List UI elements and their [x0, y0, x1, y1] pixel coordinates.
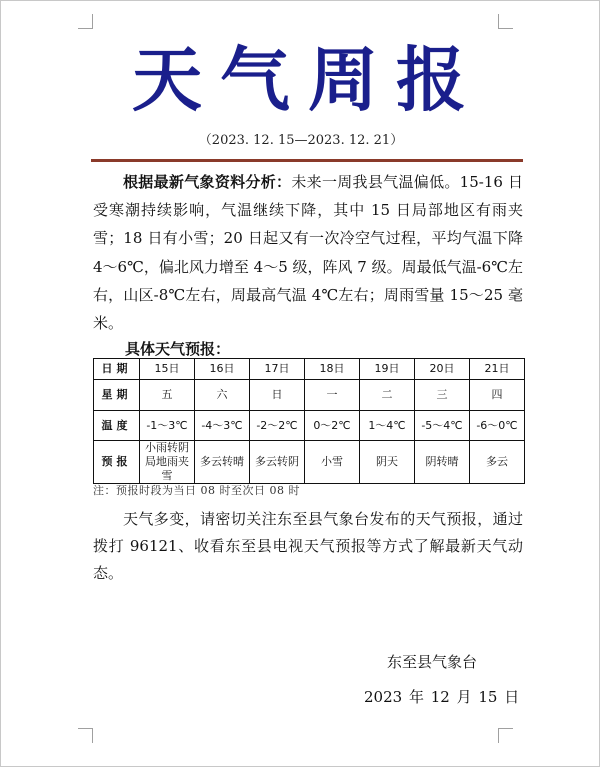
- table-row-weekday: [94, 380, 525, 411]
- date-cell: 17日: [250, 359, 305, 380]
- temperature-cell: -1～3℃: [140, 411, 195, 441]
- crop-mark-top-right: [498, 14, 513, 29]
- crop-mark-bottom-left: [78, 728, 93, 743]
- date-cell: 18日: [305, 359, 360, 380]
- forecast-table: [93, 358, 525, 484]
- forecast-cell: 多云: [470, 441, 525, 484]
- forecast-cell: 多云转阴: [250, 441, 305, 484]
- crop-mark-top-left: [78, 14, 93, 29]
- weekday-cell: 五: [140, 380, 195, 411]
- forecast-heading: 具体天气预报：: [125, 340, 231, 358]
- forecast-cell: [140, 441, 195, 484]
- date-cell: 21日: [470, 359, 525, 380]
- footnote: 注：预报时段为当日 08 时至次日 08 时: [93, 484, 300, 497]
- crop-mark-bottom-right: [498, 728, 513, 743]
- weekday-cell: 四: [470, 380, 525, 411]
- row-label-temperature: 温度: [94, 411, 140, 441]
- weekday-cell: 六: [195, 380, 250, 411]
- date-cell: 19日: [360, 359, 415, 380]
- temperature-cell: -6～0℃: [470, 411, 525, 441]
- closing-paragraph: 天气多变，请密切关注东至县气象台发布的天气预报，通过拨打 96121、收看东至县电视天气预报等方式了解最新天气动态。: [93, 510, 523, 582]
- forecast-cell: 阴天: [360, 441, 415, 484]
- forecast-cell: 阴转晴: [415, 441, 470, 484]
- table-row-date: [94, 359, 525, 380]
- weekday-cell: 日: [250, 380, 305, 411]
- analysis-lead: 根据最新气象资料分析：: [123, 173, 292, 191]
- temperature-cell: -2～2℃: [250, 411, 305, 441]
- temperature-cell: -4～3℃: [195, 411, 250, 441]
- temperature-cell: -5～4℃: [415, 411, 470, 441]
- forecast-cell: 小雪: [305, 441, 360, 484]
- page-title: 天气周报: [132, 39, 484, 121]
- table-row-temperature: [94, 411, 525, 441]
- analysis-body: 未来一周我县气温偏低。15-16 日受寒潮持续影响，气温继续下降，其中 15 日局部地区有雨夹雪；18 日有小雪；20 日起又有一次冷空气过程，平均气温下降 4～6℃，偏北风力增至 4～5 级，阵风 7 级。周最低气温-6℃左右，山区-8℃左右，周最高气温 4℃左右；周雨雪量 15～25 毫米。: [93, 173, 523, 333]
- date-cell: 20日: [415, 359, 470, 380]
- forecast-text-line2: 局地雨夹雪: [145, 455, 189, 482]
- temperature-cell: 1～4℃: [360, 411, 415, 441]
- title-divider: [91, 159, 523, 162]
- row-label-forecast: 预报: [94, 441, 140, 484]
- date-cell: 15日: [140, 359, 195, 380]
- forecast-cell: 多云转晴: [195, 441, 250, 484]
- weekday-cell: 一: [305, 380, 360, 411]
- issuing-organization: 东至县气象台: [387, 653, 478, 671]
- report-period: （2023. 12. 15—2023. 12. 21）: [198, 133, 404, 148]
- row-label-weekday: 星期: [94, 380, 140, 411]
- weekday-cell: 二: [360, 380, 415, 411]
- issue-date: 2023 年 12 月 15 日: [364, 688, 520, 706]
- analysis-paragraph: [93, 168, 523, 337]
- table-row-forecast: [94, 441, 525, 484]
- row-label-date: 日期: [94, 359, 140, 380]
- weekday-cell: 三: [415, 380, 470, 411]
- forecast-text-line1: 小雨转阴: [145, 441, 189, 454]
- date-cell: 16日: [195, 359, 250, 380]
- temperature-cell: 0～2℃: [305, 411, 360, 441]
